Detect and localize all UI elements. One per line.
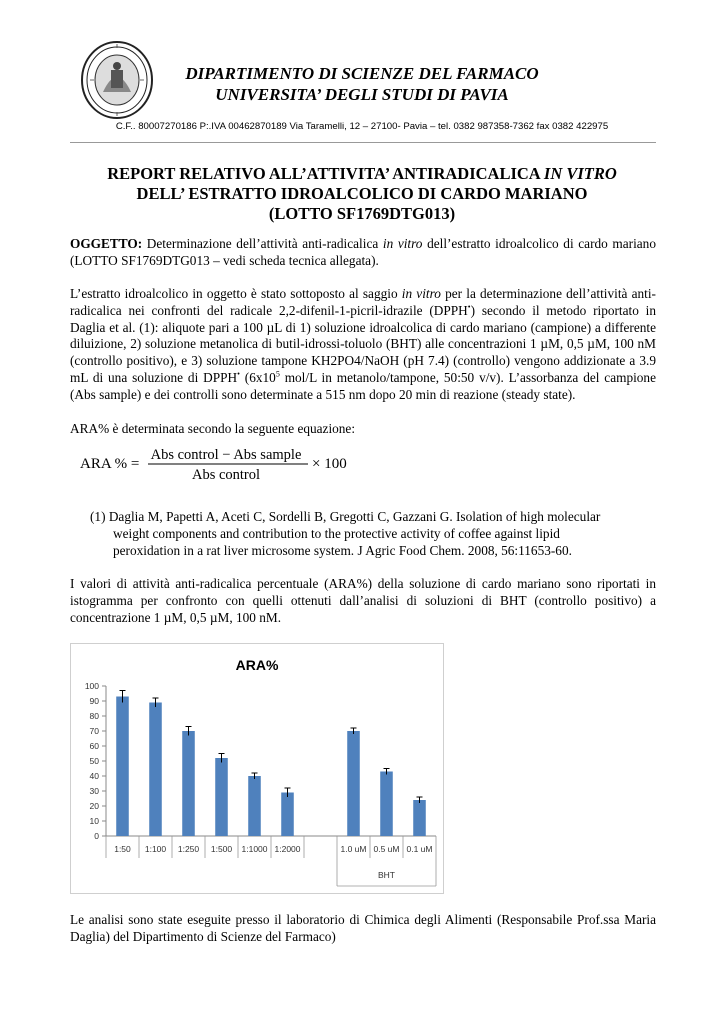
bar — [380, 772, 393, 837]
equation-multiplier: × 100 — [312, 456, 347, 472]
x-tick-label: 1:100 — [144, 844, 167, 854]
bar — [413, 800, 426, 836]
ara-equation-intro: ARA% è determinata secondo la seguente equazione: — [70, 421, 356, 436]
y-tick-label: 20 — [89, 801, 99, 811]
bar — [182, 731, 195, 836]
y-tick-label: 0 — [94, 831, 99, 841]
chart-title: ARA% — [235, 657, 279, 673]
ara-equation — [78, 444, 378, 484]
x-tick-label: 1.0 uM — [340, 844, 367, 854]
y-tick-label: 70 — [89, 726, 99, 736]
y-tick-label: 10 — [89, 816, 99, 826]
y-tick-label: 40 — [89, 771, 99, 781]
header-divider — [70, 142, 656, 143]
bar — [116, 697, 129, 837]
ara-bar-chart — [70, 643, 444, 894]
reference-citation: (1) Daglia M, Papetti A, Aceti C, Sordelli B, Gregotti C, Gazzani G. Isolation of high molecular weight components and contribution to the protective activity of coffee against lipid peroxidation in a rat liver microsome system. J Agric Food Chem. 2008, 56:11653-60. — [90, 509, 601, 558]
method-paragraph: L’estratto idroalcolico in oggetto è stato sottoposto al saggio in vitro per la determinazione dell’attività anti-radicalica nei confronti del radicale 2,2-difenil-1-picril-idrazile (DPPH•) secondo il metodo riportato in Daglia et al. (1): aliquote pari a 100 µL di 1) soluzione idroalcolica di cardo mariano (campione) a differente diluizione, 2) soluzione metanolica di butil-idrossi-toluolo (BHT) alle concentrazioni 1 µM, 0,5 µM, 100 nM (controllo positivo), e 3) soluzione tampone KH2PO4/NaOH (pH 7.4) (controllo) vengono addizionate a 3.9 mL di una soluzione di DPPH• ($6x10^5$ mol/L in metanolo/tampone, 50:50 v/v). L’assorbanza del campione (Abs sample) e dei controlli sono determinate a 515 nm dopo 20 min di reazione (steady state). — [70, 286, 656, 402]
address-line: C.F.. 80007270186 P:.IVA 00462870189 Via Taramelli, 12 – 27100- Pavia – tel. 0382 987358-7362 fax 0382 422975 — [115, 121, 609, 132]
bar — [281, 793, 294, 837]
report-title-line2: DELL’ ESTRATTO IDROALCOLICO DI CARDO MARIANO — [136, 184, 588, 203]
bar — [347, 731, 360, 836]
x-tick-label: 1:1000 — [241, 844, 268, 854]
university-name: UNIVERSITA’ DEGLI STUDI DI PAVIA — [215, 85, 509, 104]
oggetto-paragraph: OGGETTO: Determinazione dell’attività anti-radicalica in vitro dell’estratto idroalcolico di cardo mariano (LOTTO SF1769DTG013 – vedi scheda tecnica allegata). — [70, 236, 656, 268]
x-tick-label: 1:2000 — [274, 844, 301, 854]
y-tick-label: 80 — [89, 711, 99, 721]
bar — [149, 703, 162, 837]
equation-denominator: Abs control — [191, 467, 261, 483]
x-tick-label: 1:50 — [114, 844, 131, 854]
y-tick-label: 60 — [89, 741, 99, 751]
x-tick-label: 1:250 — [177, 844, 200, 854]
bar — [248, 776, 261, 836]
bar — [215, 758, 228, 836]
equation-lhs: ARA % = — [80, 456, 140, 472]
x-tick-label: 1:500 — [210, 844, 233, 854]
report-title-line1: REPORT RELATIVO ALL’ATTIVITA’ ANTIRADICALICA IN VITRO — [107, 164, 617, 183]
x-tick-label: 0.1 uM — [406, 844, 433, 854]
report-title-line3: (LOTTO SF1769DTG013) — [268, 204, 456, 223]
group-label: BHT — [378, 870, 395, 880]
y-tick-label: 90 — [89, 696, 99, 706]
equation-numerator: Abs control − Abs sample — [150, 447, 302, 463]
x-tick-label: 0.5 uM — [373, 844, 400, 854]
y-tick-label: 30 — [89, 786, 99, 796]
y-tick-label: 50 — [89, 756, 99, 766]
footer-paragraph: Le analisi sono state eseguite presso il laboratorio di Chimica degli Alimenti (Responsabile Prof.ssa Maria Daglia) del Dipartimento di Scienze del Farmaco) — [70, 912, 656, 944]
y-tick-label: 100 — [84, 681, 99, 691]
results-paragraph: I valori di attività anti-radicalica percentuale (ARA%) della soluzione di cardo mariano sono riportati in istogramma per confronto con quelli ottenuti dall’analisi di soluzioni di BHT (controllo positivo) a concentrazione 1 µM, 0,5 µM, 100 nM. — [70, 576, 656, 625]
ara-chart-svg — [71, 644, 443, 893]
department-name: DIPARTIMENTO DI SCIENZE DEL FARMACO — [185, 64, 539, 83]
